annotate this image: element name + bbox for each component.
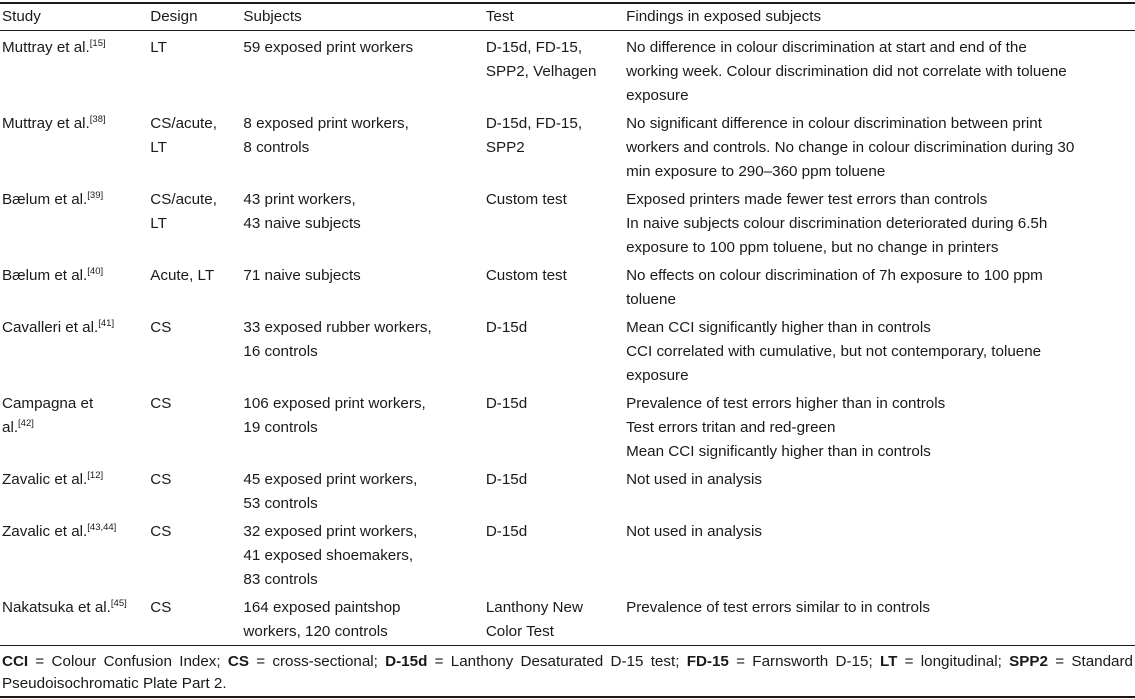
cell-subjects-line: 8 controls [243, 139, 310, 156]
top-rule [0, 2, 1135, 4]
bottom-rule [0, 645, 1135, 646]
cell-subjects-line: 43 print workers, [243, 191, 356, 208]
cell-subjects-line: 8 exposed print workers, [243, 115, 409, 132]
cell-study [0, 316, 148, 392]
footnote-rule [0, 696, 1135, 698]
cell-subjects-line: 45 exposed print workers, [243, 471, 418, 488]
cell-subjects [241, 316, 483, 392]
cell-findings-line: Not used in analysis [626, 523, 762, 540]
reference-marker: [45] [110, 598, 127, 609]
cell-subjects-line: 83 controls [243, 571, 318, 588]
cell-test [484, 188, 624, 264]
cell-findings-line: Prevalence of test errors similar to in controls [626, 599, 930, 616]
cell-design [148, 596, 241, 648]
cell-findings [624, 316, 1135, 392]
table-row [0, 264, 1135, 316]
cell-test-line: D-15d, FD-15, [485, 39, 583, 56]
cell-subjects [241, 596, 483, 648]
study-name-cont: al. [2, 419, 19, 436]
cell-design-line: CS/acute, [150, 115, 217, 132]
abbreviation: SPP2 [1009, 653, 1048, 670]
cell-findings [624, 264, 1135, 316]
cell-subjects [241, 28, 483, 112]
cell-study [0, 520, 148, 596]
cell-subjects-line: 106 exposed print workers, [243, 395, 426, 412]
cell-test [484, 28, 624, 112]
study-name: Nakatsuka et al. [2, 599, 111, 616]
cell-design [148, 520, 241, 596]
table-header [0, 6, 1135, 28]
header-rule [0, 30, 1135, 31]
cell-findings-line: Mean CCI significantly higher than in controls [626, 443, 931, 460]
cell-findings-line: No effects on colour discrimination of 7h exposure to 100 ppm [626, 267, 1043, 284]
cell-test-line: D-15d [485, 471, 528, 488]
study-name: Cavalleri et al. [2, 319, 99, 336]
cell-subjects-line: 16 controls [243, 343, 318, 360]
study-table [0, 6, 1135, 648]
cell-design [148, 468, 241, 520]
cell-findings-line: exposure [626, 367, 689, 384]
cell-findings-line: toluene [626, 291, 676, 308]
cell-subjects [241, 264, 483, 316]
cell-study [0, 596, 148, 648]
cell-findings-line: CCI correlated with cumulative, but not contemporary, toluene [626, 343, 1042, 360]
cell-test-line: Color Test [485, 623, 554, 640]
cell-subjects-line: 32 exposed print workers, [243, 523, 418, 540]
study-name: Bælum et al. [2, 191, 88, 208]
cell-subjects-line: workers, 120 controls [243, 623, 388, 640]
cell-findings-line: Test errors tritan and red-green [626, 419, 836, 436]
abbreviation: D-15d [385, 653, 428, 670]
cell-test [484, 596, 624, 648]
cell-design [148, 392, 241, 468]
table-row [0, 188, 1135, 264]
cell-findings [624, 596, 1135, 648]
abbreviation-definition: = longitudinal; [897, 653, 1010, 670]
abbreviation-definition: = Lanthony Desaturated D-15 test; [427, 653, 687, 670]
cell-findings [624, 392, 1135, 468]
cell-test [484, 468, 624, 520]
cell-findings-line: No difference in colour discrimination at start and end of the [626, 39, 1027, 56]
cell-subjects-line: 19 controls [243, 419, 318, 436]
cell-test [484, 392, 624, 468]
header-study: Study [2, 8, 41, 25]
reference-marker: [40] [87, 266, 104, 277]
cell-study [0, 392, 148, 468]
cell-design-line: LT [150, 39, 167, 56]
cell-design [148, 112, 241, 188]
cell-design [148, 188, 241, 264]
abbreviation: FD-15 [686, 653, 729, 670]
cell-subjects [241, 468, 483, 520]
cell-subjects-line: 41 exposed shoemakers, [243, 547, 414, 564]
cell-subjects-line: 53 controls [243, 495, 318, 512]
study-name: Bælum et al. [2, 267, 88, 284]
cell-findings-line: Mean CCI significantly higher than in controls [626, 319, 931, 336]
cell-design [148, 316, 241, 392]
cell-subjects [241, 392, 483, 468]
study-name: Muttray et al. [2, 115, 90, 132]
cell-findings-line: exposure [626, 87, 689, 104]
cell-test [484, 520, 624, 596]
abbreviation-definition: = Farnsworth D-15; [728, 653, 880, 670]
cell-subjects [241, 112, 483, 188]
study-name: Zavalic et al. [2, 471, 88, 488]
cell-test-line: SPP2, Velhagen [485, 63, 597, 80]
cell-findings [624, 468, 1135, 520]
cell-design [148, 264, 241, 316]
cell-design [148, 28, 241, 112]
cell-design-line: LT [150, 215, 167, 232]
cell-test [484, 316, 624, 392]
cell-findings [624, 112, 1135, 188]
table-footnote [2, 651, 1133, 695]
cell-findings-line: exposure to 100 ppm toluene, but no change in printers [626, 239, 999, 256]
cell-findings-line: working week. Colour discrimination did not correlate with toluene [626, 63, 1067, 80]
cell-subjects-line: 164 exposed paintshop [243, 599, 401, 616]
reference-marker: [38] [89, 114, 106, 125]
abbreviation: CS [227, 653, 249, 670]
cell-findings-line: min exposure to 290–360 ppm toluene [626, 163, 886, 180]
cell-test [484, 264, 624, 316]
table-row [0, 596, 1135, 648]
reference-marker: [43,44] [87, 522, 117, 533]
table-row [0, 392, 1135, 468]
header-design: Design [150, 8, 198, 25]
cell-findings [624, 28, 1135, 112]
table-row [0, 520, 1135, 596]
reference-marker: [12] [87, 470, 104, 481]
cell-findings-line: In naive subjects colour discrimination deteriorated during 6.5h [626, 215, 1048, 232]
cell-test [484, 112, 624, 188]
table-row [0, 112, 1135, 188]
cell-test-line: SPP2 [485, 139, 525, 156]
reference-marker: [15] [89, 38, 106, 49]
cell-design-line: CS [150, 523, 172, 540]
cell-findings [624, 188, 1135, 264]
header-test: Test [485, 8, 514, 25]
cell-subjects-line: 43 naive subjects [243, 215, 361, 232]
cell-design-line: Acute, LT [150, 267, 215, 284]
abbreviation-definition: = Standard Pseudoisochromatic Plate Part 2. [2, 653, 1133, 692]
cell-test-line: D-15d, FD-15, [485, 115, 583, 132]
cell-design-line: CS [150, 471, 172, 488]
cell-design-line: CS [150, 319, 172, 336]
table-row [0, 28, 1135, 112]
cell-design-line: CS [150, 395, 172, 412]
cell-study [0, 28, 148, 112]
cell-study [0, 468, 148, 520]
cell-test-line: D-15d [485, 523, 528, 540]
header-findings: Findings in exposed subjects [626, 8, 822, 25]
cell-subjects-line: 59 exposed print workers [243, 39, 414, 56]
cell-test-line: Lanthony New [485, 599, 583, 616]
reference-marker: [41] [98, 318, 115, 329]
cell-design-line: CS [150, 599, 172, 616]
header-subjects: Subjects [243, 8, 302, 25]
cell-subjects [241, 520, 483, 596]
cell-subjects-line: 33 exposed rubber workers, [243, 319, 432, 336]
cell-subjects [241, 188, 483, 264]
reference-marker: [39] [87, 190, 104, 201]
cell-findings [624, 520, 1135, 596]
cell-findings-line: Exposed printers made fewer test errors than controls [626, 191, 988, 208]
cell-findings-line: Prevalence of test errors higher than in controls [626, 395, 946, 412]
abbreviation: CCI [2, 653, 29, 670]
cell-study [0, 264, 148, 316]
cell-design-line: CS/acute, [150, 191, 217, 208]
cell-test-line: D-15d [485, 319, 528, 336]
cell-design-line: LT [150, 139, 167, 156]
study-name: Zavalic et al. [2, 523, 88, 540]
abbreviation-definition: = cross-sectional; [248, 653, 386, 670]
table-row [0, 316, 1135, 392]
table-body [0, 28, 1135, 648]
reference-marker: [42] [18, 418, 34, 429]
study-name: Muttray et al. [2, 39, 90, 56]
study-name: Campagna et [2, 395, 94, 412]
cell-test-line: Custom test [485, 191, 567, 208]
cell-findings-line: Not used in analysis [626, 471, 762, 488]
cell-findings-line: No significant difference in colour discrimination between print [626, 115, 1042, 132]
table-row [0, 468, 1135, 520]
cell-findings-line: workers and controls. No change in colour discrimination during 30 [626, 139, 1075, 156]
cell-subjects-line: 71 naive subjects [243, 267, 361, 284]
abbreviation: LT [879, 653, 898, 670]
cell-test-line: Custom test [485, 267, 567, 284]
cell-test-line: D-15d [485, 395, 528, 412]
cell-study [0, 188, 148, 264]
abbreviation-definition: = Colour Confusion Index; [28, 653, 228, 670]
cell-study [0, 112, 148, 188]
